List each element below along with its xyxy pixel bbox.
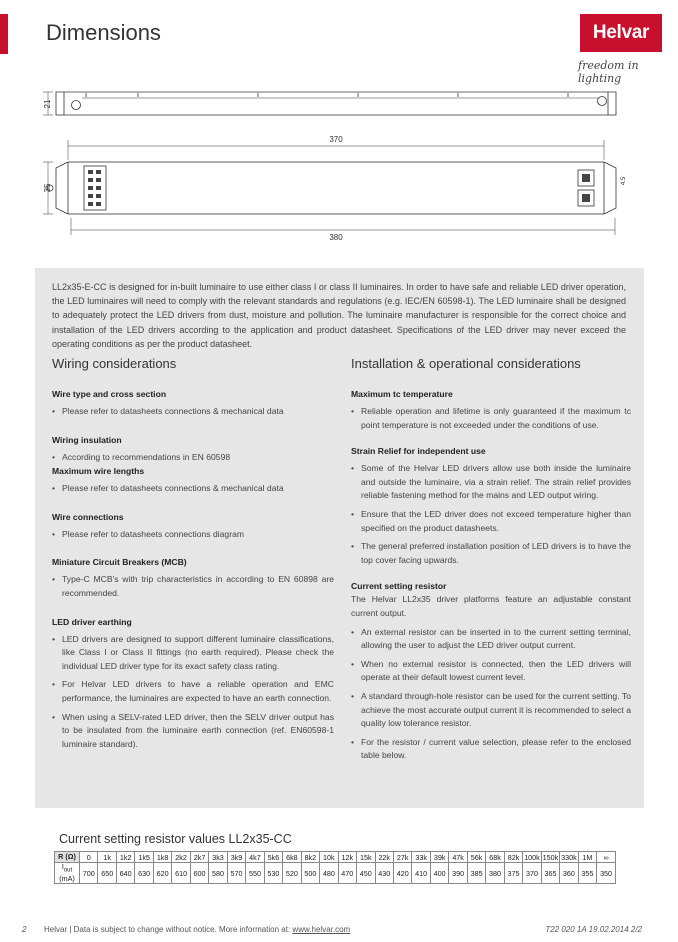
strain-relief-bullet: • Some of the Helvar LED drivers allow use both inside the luminaire and outside the luminaire, via a strain relief. The strain relief provides reliable fastening method for the mains and LED output wiring.	[351, 462, 631, 503]
strain-relief-bullet: • Ensure that the LED driver does not exceed temperature higher than specified on the product datasheets.	[351, 508, 631, 535]
installation-column	[351, 356, 631, 768]
current-cell: 400	[430, 863, 448, 884]
resistance-cell: 2k7	[190, 852, 208, 863]
wire-connections-bullet: • Please refer to datasheets connections diagram	[52, 528, 334, 542]
current-cell: 550	[246, 863, 264, 884]
current-cell: 420	[393, 863, 411, 884]
resistance-cell: 2k2	[172, 852, 190, 863]
current-cell: 375	[504, 863, 522, 884]
resistance-cell: 33k	[412, 852, 430, 863]
resistance-row	[55, 852, 616, 863]
current-cell: 530	[264, 863, 282, 884]
wiring-column	[52, 356, 334, 756]
resistance-cell: 68k	[486, 852, 504, 863]
current-cell: 450	[357, 863, 375, 884]
wire-length-bullet: • Please refer to datasheets connections & mechanical data	[52, 482, 334, 496]
wire-insulation-bullet: • According to recommendations in EN 60598	[52, 451, 334, 465]
current-cell: 600	[190, 863, 208, 884]
current-cell: 430	[375, 863, 393, 884]
dimension-drawing	[38, 80, 627, 250]
resistance-cell: ∞	[597, 852, 616, 863]
document-reference: T22 020 1A 19.02.2014 2/2	[545, 925, 642, 934]
resistance-cell: 82k	[504, 852, 522, 863]
current-cell: 620	[153, 863, 171, 884]
resistance-cell: 56k	[467, 852, 485, 863]
current-unit: (mA)	[59, 873, 75, 883]
current-cell: 385	[467, 863, 485, 884]
side-height-label: 21	[43, 99, 52, 109]
resistance-cell: 5k6	[264, 852, 282, 863]
resistance-cell: 6k8	[283, 852, 301, 863]
current-cell: 610	[172, 863, 190, 884]
current-cell: 480	[320, 863, 338, 884]
resistance-cell: 3k3	[209, 852, 227, 863]
strain-relief-bullet: • The general preferred installation position of LED drivers is to have the top cover facing upwards.	[351, 540, 631, 567]
current-row	[55, 863, 616, 884]
resistor-value-table	[54, 851, 616, 884]
resistance-cell: 47k	[449, 852, 467, 863]
resistance-cell: 3k9	[227, 852, 245, 863]
current-cell: 355	[578, 863, 596, 884]
current-cell: 500	[301, 863, 319, 884]
top-height-label: 35	[43, 183, 52, 193]
current-resistor-bullet: • A standard through-hole resistor can be used for the current setting. To achieve the most accurate output current it is recommended to select a quality low tolerance resistor.	[351, 690, 631, 731]
info-panel	[35, 268, 644, 808]
resistance-cell: 15k	[357, 852, 375, 863]
side-view	[43, 92, 616, 115]
earthing-title: LED driver earthing	[52, 616, 132, 627]
current-label	[55, 863, 80, 884]
current-cell: 365	[541, 863, 559, 884]
resistor-table-title: Current setting resistor values LL2x35-CC	[59, 832, 292, 846]
resistance-cell: 12k	[338, 852, 356, 863]
hole-size-label: 4.5	[621, 176, 627, 186]
helvar-logo: Helvar	[580, 14, 662, 52]
strain-relief-title: Strain Relief for independent use	[351, 446, 486, 457]
current-resistor-bullet: • For the resistor / current value selection, please refer to the enclosed table below.	[351, 736, 631, 763]
mcb-title: Miniature Circuit Breakers (MCB)	[52, 557, 187, 568]
resistance-cell: 0	[80, 852, 98, 863]
resistance-cell: 10k	[320, 852, 338, 863]
current-cell: 350	[597, 863, 616, 884]
resistance-cell: 1k2	[116, 852, 134, 863]
earthing-bullet: • For Helvar LED drivers to have a reliable operation and EMC performance, the luminaires are expected to have an earth connection.	[52, 678, 334, 705]
current-cell: 630	[135, 863, 153, 884]
installation-heading: Installation & operational considerations	[351, 356, 581, 371]
current-subscript: out	[63, 867, 73, 874]
page-title: Dimensions	[46, 20, 161, 45]
wire-type-title: Wire type and cross section	[52, 389, 167, 399]
logo-tagline: freedom in lighting	[578, 59, 639, 85]
current-cell: 410	[412, 863, 430, 884]
current-cell: 470	[338, 863, 356, 884]
wire-type-bullet: • Please refer to datasheets connections & mechanical data	[52, 405, 334, 419]
wire-insulation-title: Wiring insulation	[52, 434, 122, 445]
inner-length-label: 370	[329, 135, 343, 144]
resistance-cell: 1M	[578, 852, 596, 863]
resistance-cell: 4k7	[246, 852, 264, 863]
resistance-cell: 39k	[430, 852, 448, 863]
current-cell: 380	[486, 863, 504, 884]
resistance-cell: 27k	[393, 852, 411, 863]
resistance-cell: 150k	[542, 852, 559, 862]
current-cell: 390	[449, 863, 467, 884]
resistance-cell: 100k	[524, 852, 540, 862]
current-cell: 640	[116, 863, 134, 884]
helvar-website-link[interactable]: www.helvar.com	[292, 925, 351, 934]
current-cell: 570	[227, 863, 245, 884]
wire-length-title: Maximum wire lengths	[52, 466, 145, 477]
resistance-cell: 22k	[375, 852, 393, 863]
current-cell: 650	[98, 863, 116, 884]
resistance-label: R (Ω)	[55, 852, 80, 863]
footer-text: Helvar | Data is subject to change without notice. More information at:	[44, 925, 293, 934]
header-accent-bar	[0, 14, 8, 54]
current-resistor-intro: The Helvar LL2x35 driver platforms feature an adjustable constant current output.	[351, 594, 631, 618]
current-cell: 580	[209, 863, 227, 884]
page-footer	[22, 925, 642, 934]
intro-paragraph: LL2x35-E-CC is designed for in-built luminaire to use either class I or class II luminaires. In order to have safe and reliable LED driver operation, the LED luminaires will need to comply with the relevant standards and regulations (e.g. IEC/EN 60598-1). The LED luminaire shall be designed to adequately protect the LED drivers from dust, moisture and pollution. The luminaire manufacturer is responsible for the correct choice and installation of the LED drivers according to the application and product datasheet. Specifications of the LED driver may never exceed the operating conditions as per the product datasheet.	[52, 282, 626, 349]
earthing-bullet: • LED drivers are designed to support different luminaire classifications, like Class I or Class II fittings (no earth required). Please check the individual LED driver type for its exact safety class rating.	[52, 633, 334, 674]
current-symbol: I	[61, 862, 64, 872]
wiring-heading: Wiring considerations	[52, 356, 177, 371]
resistance-cell: 1k	[98, 852, 116, 863]
resistance-cell: 1k5	[135, 852, 153, 863]
overall-length-label: 380	[329, 233, 343, 242]
current-resistor-title: Current setting resistor	[351, 581, 447, 592]
top-view	[43, 140, 616, 235]
mcb-bullet: • Type-C MCB's with trip characteristics in according to EN 60898 are recommended.	[52, 573, 334, 600]
resistance-cell: 330k	[561, 852, 577, 862]
tc-temperature-bullet: • Reliable operation and lifetime is only guaranteed if the maximum tc point temperature is not exceeded under the conditions of use.	[351, 405, 631, 432]
wire-connections-title: Wire connections	[52, 511, 124, 522]
resistance-cell: 8k2	[301, 852, 319, 863]
page-number: 2	[22, 925, 27, 934]
current-resistor-bullet: • An external resistor can be inserted in to the current setting terminal, allowing the user to adjust the LED driver output current.	[351, 626, 631, 653]
current-cell: 360	[560, 863, 578, 884]
current-cell: 370	[523, 863, 541, 884]
earthing-bullet: • When using a SELV-rated LED driver, then the SELV driver output has to be insulated from the luminaire earth connection (ref. EN60598-1 luminaire standard).	[52, 711, 334, 752]
tc-temperature-title: Maximum tc temperature	[351, 389, 453, 399]
current-cell: 700	[80, 863, 98, 884]
current-resistor-bullet: • When no external resistor is connected, then the LED drivers will operate at their default lowest current level.	[351, 658, 631, 685]
resistance-cell: 1k8	[153, 852, 171, 863]
current-cell: 520	[283, 863, 301, 884]
